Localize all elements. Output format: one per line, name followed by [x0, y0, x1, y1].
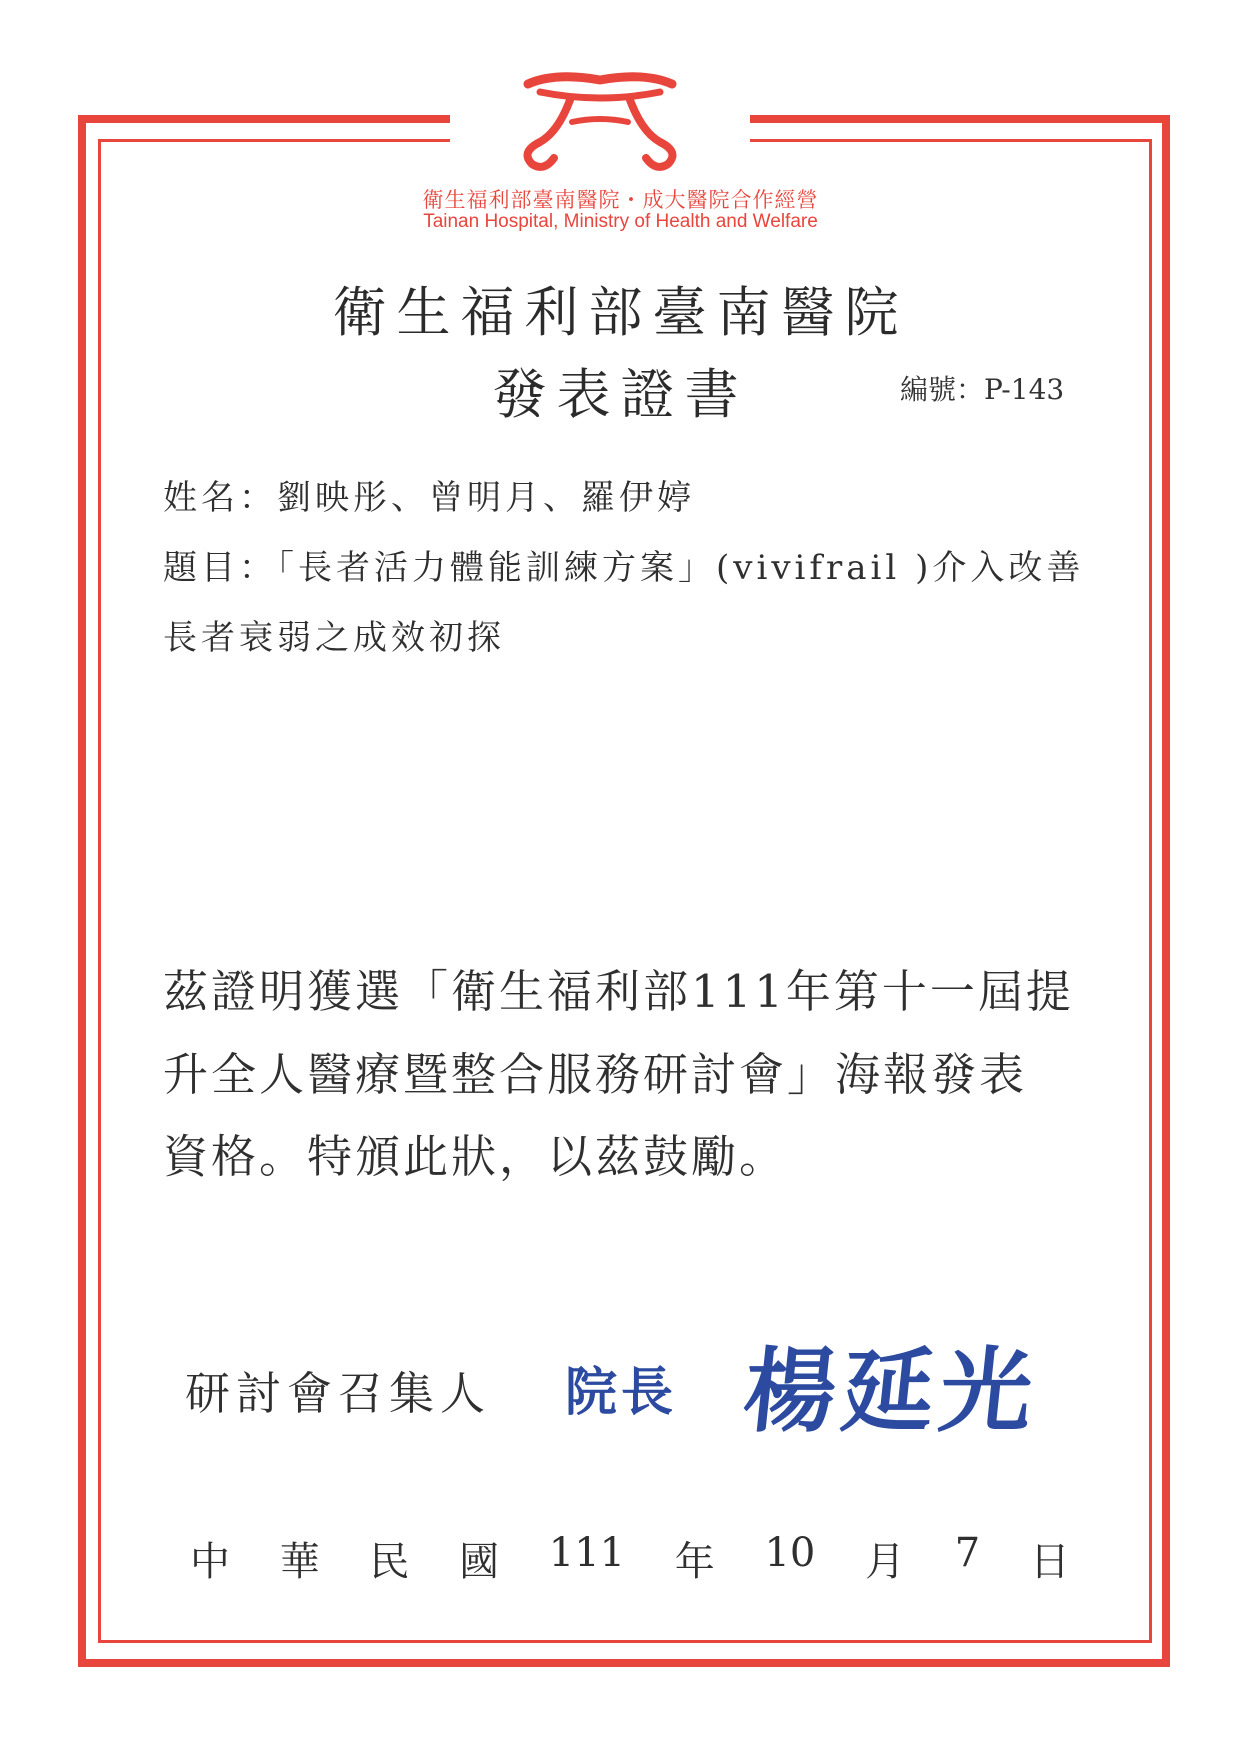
certificate-title-line1: 衛生福利部臺南醫院: [332, 281, 909, 344]
president-title: 院長: [565, 1362, 678, 1423]
recipient-names: 姓名：劉映彤、曾明月、羅伊婷: [163, 478, 695, 518]
date-year: 111: [548, 1530, 626, 1576]
date-month: 10: [764, 1530, 816, 1576]
date-day: 7: [954, 1530, 981, 1576]
date-part: 月: [865, 1539, 906, 1585]
hospital-emblem-icon: [510, 72, 690, 172]
date-part: 日: [1029, 1539, 1070, 1585]
date-part: 國: [459, 1539, 500, 1585]
topic-line1: 題目：「長者活力體能訓練方案」(vivifrail )介入改善: [163, 548, 1085, 588]
certificate-title-line2: 發表證書: [492, 363, 749, 426]
issue-date: [190, 1530, 1070, 1587]
topic-line2: 長者衰弱之成效初探: [163, 618, 505, 658]
convener-label: 研討會召集人: [185, 1367, 492, 1420]
serial-number: 編號：P-143: [900, 373, 1065, 406]
president-signature: 楊延光: [738, 1337, 1044, 1445]
date-part: 民: [369, 1539, 410, 1585]
date-part: 華: [279, 1539, 320, 1585]
hospital-name-zh: 衛生福利部臺南醫院・成大醫院合作經營: [422, 188, 819, 212]
date-part: 中: [190, 1539, 230, 1585]
date-part: 年: [674, 1539, 715, 1585]
body-text-line2: 升全人醫療暨整合服務研討會」海報發表: [163, 1048, 1028, 1101]
hospital-name-en: Tainan Hospital, Ministry of Health and Welfare: [423, 211, 818, 232]
body-text-line1: 茲證明獲選「衛生福利部111年第十一屆提: [163, 965, 1074, 1018]
body-text-line3: 資格。特頒此狀，以茲鼓勵。: [163, 1130, 788, 1183]
